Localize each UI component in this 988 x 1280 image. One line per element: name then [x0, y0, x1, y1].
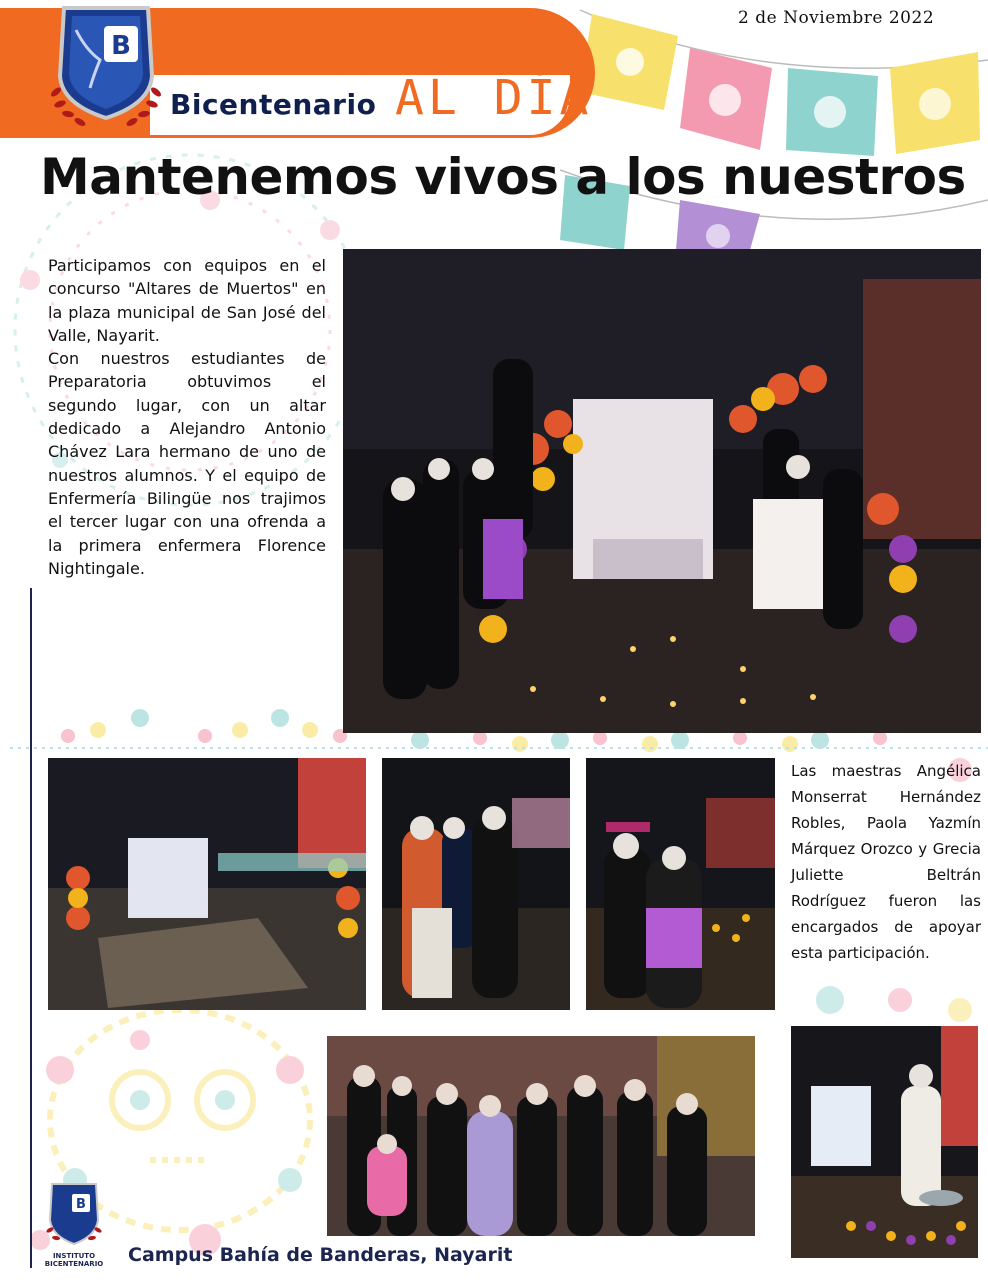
main-altar-photo	[343, 249, 981, 733]
altar-photo-1	[48, 758, 366, 1010]
altar-photo-3	[586, 758, 775, 1010]
group-photo	[327, 1036, 755, 1236]
school-logo	[46, 0, 166, 132]
campus-name: Campus Bahía de Banderas, Nayarit	[128, 1244, 513, 1266]
papel-flag-yellow-2	[890, 52, 980, 154]
article-intro	[48, 254, 326, 580]
page-title: Mantenemos vivos a los nuestros	[40, 148, 966, 206]
footer-logo-caption-line: INSTITUTO	[52, 1252, 96, 1260]
article-paragraph: Participamos con equipos en el concurso "Altares de Muertos" en la plaza municipal de San José del Valle, Nayarit.	[48, 256, 326, 345]
logo-letter: B	[111, 31, 131, 61]
altar-photo-4	[791, 1026, 978, 1258]
footer-divider	[30, 588, 32, 1268]
papel-flag-pink	[680, 48, 772, 150]
footer-logo-caption	[40, 1252, 108, 1268]
brand-name: Bicentenario	[170, 88, 377, 121]
brand-tag: AL DÍA	[395, 70, 593, 126]
footer-logo-caption-line: BICENTENARIO	[44, 1260, 104, 1268]
footer-logo-letter: B	[76, 1197, 86, 1212]
article-paragraph: Las maestras Angélica Monserrat Hernández Robles, Paola Yazmín Márquez Orozco y Grecia Juliette Beltrán Rodríguez fueron las encargados de apoyar esta participación.	[791, 762, 981, 962]
papel-flag-purple	[676, 200, 760, 250]
papel-flag-yellow	[580, 14, 678, 110]
footer-logo	[44, 1180, 104, 1250]
issue-date: 2 de Noviembre 2022	[738, 8, 935, 28]
teachers-credit	[791, 758, 981, 966]
papel-picado-banner	[560, 0, 988, 250]
article-paragraph: Con nuestros estudiantes de Preparatoria obtuvimos el segundo lugar, con un altar dedicado a Alejandro Antonio Chávez Lara hermano de uno de nuestros alumnos. Y el equipo de Enfermería Bilingüe nos trajimos el tercer lugar con una ofrenda a la primera enfermera Florence Nightingale.	[48, 349, 326, 578]
altar-photo-2	[382, 758, 570, 1010]
papel-flag-teal	[786, 68, 878, 156]
